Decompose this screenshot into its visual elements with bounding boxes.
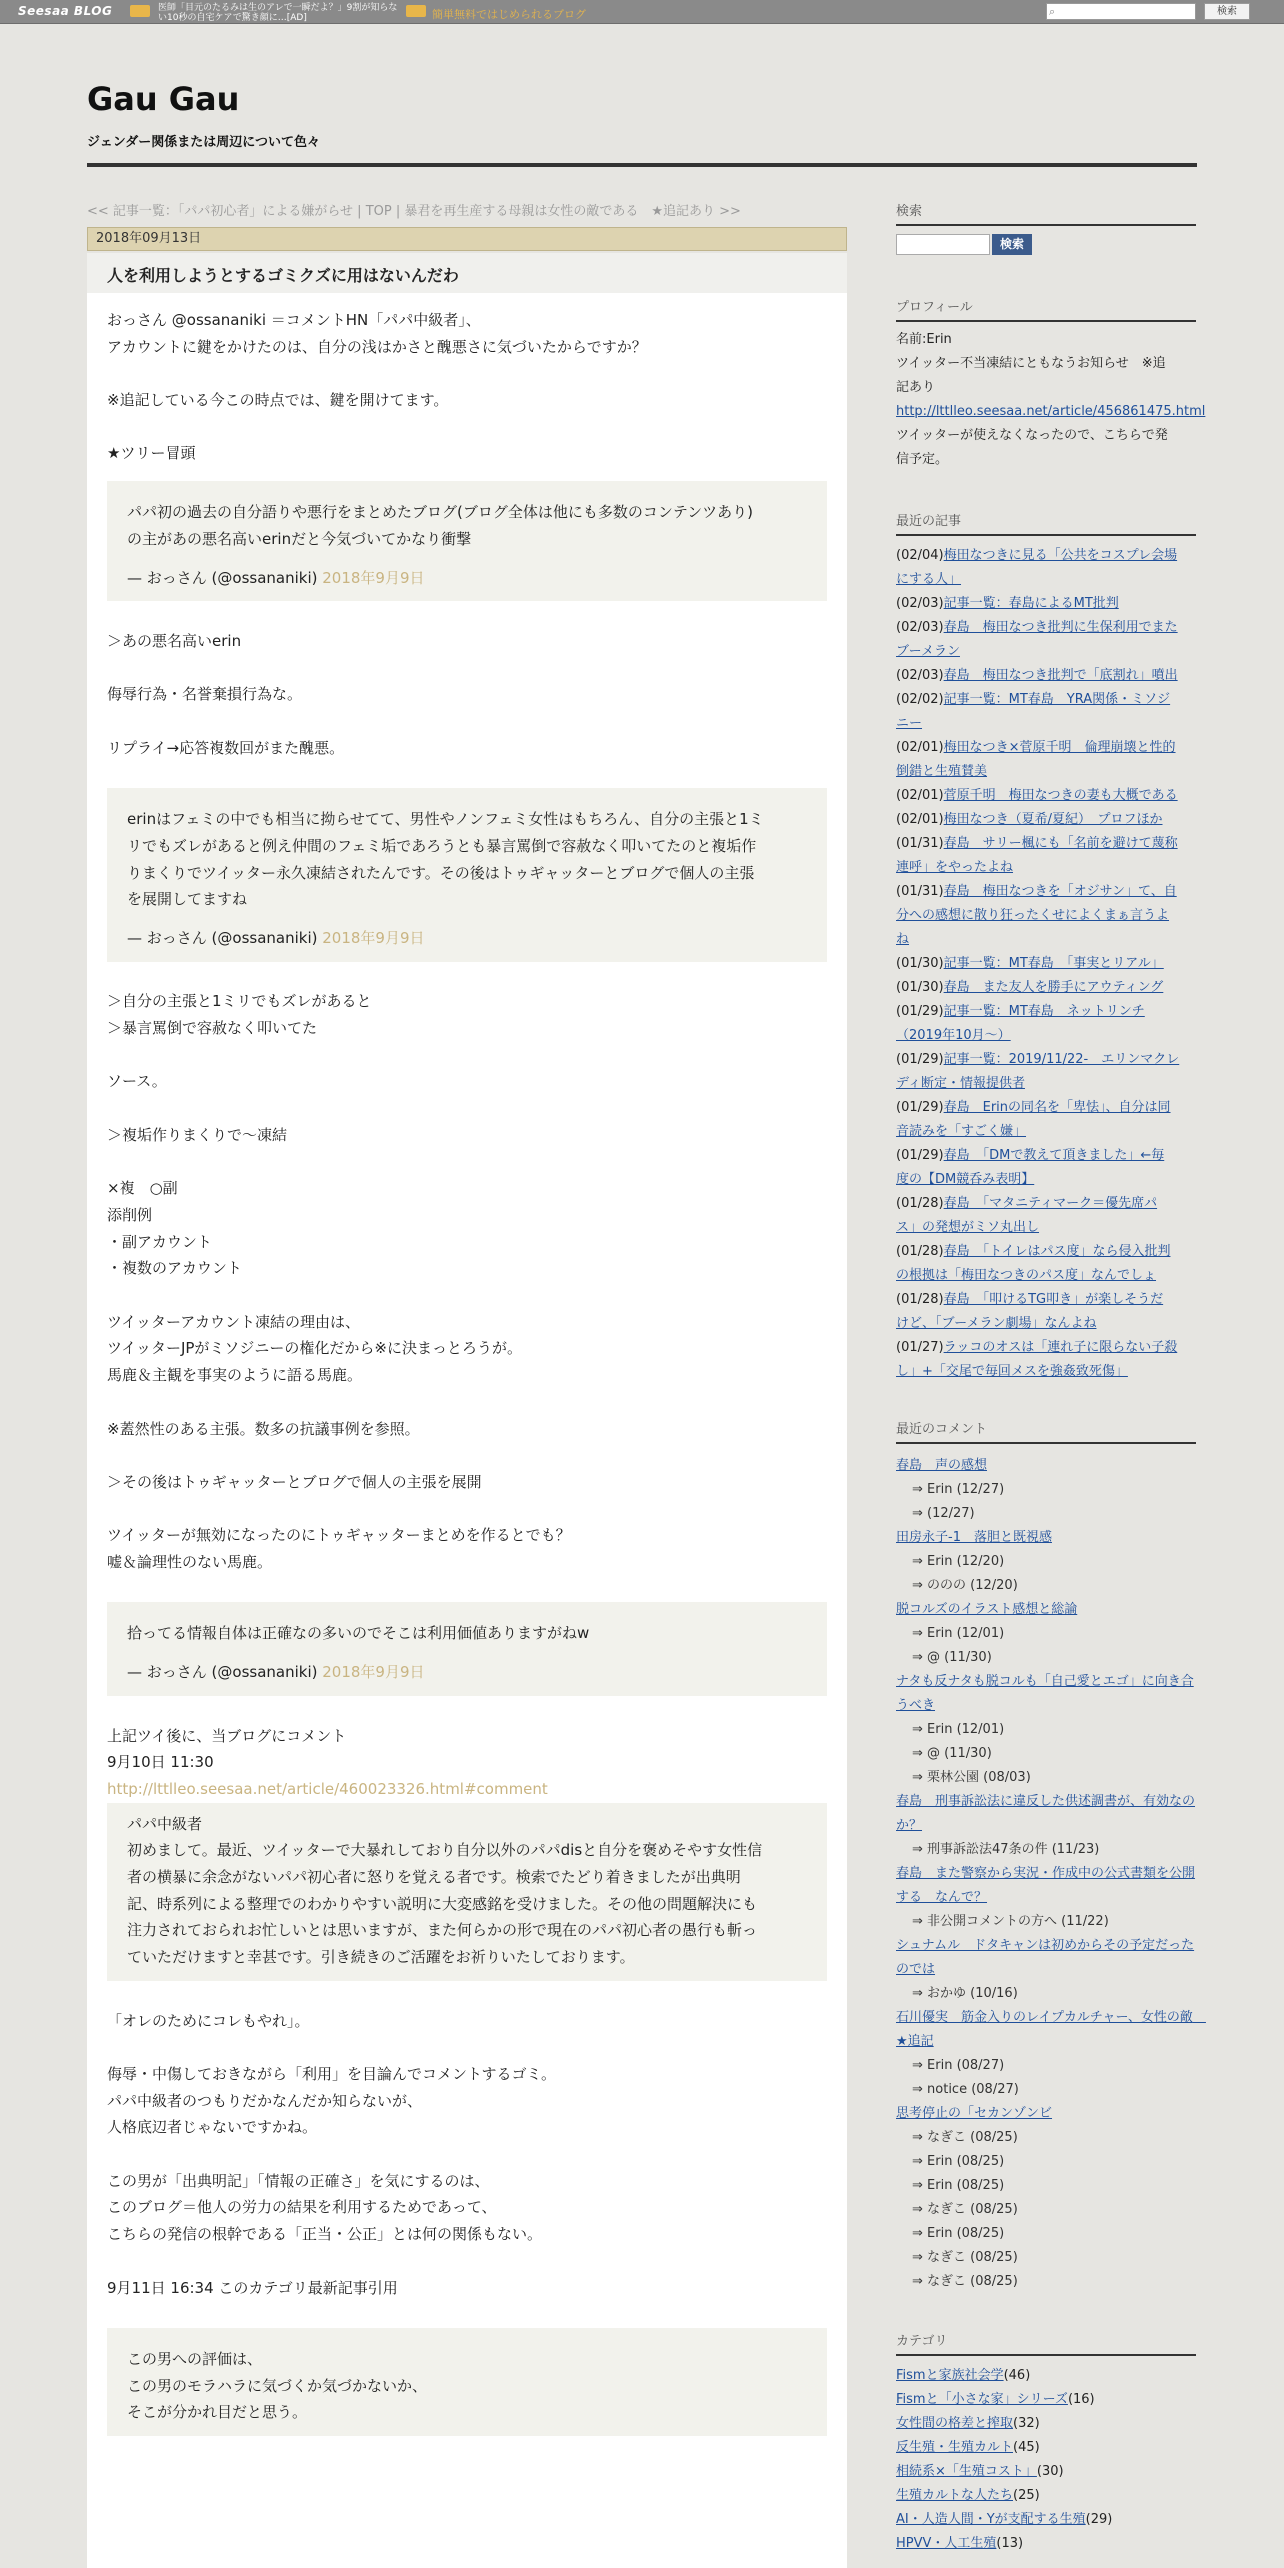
paragraph: ツイッターJPがミソジニーの権化だから※に決まっとろうが。 [107,1339,522,1358]
sidebar-search-input[interactable] [896,234,990,255]
comment-article-link[interactable]: 春島 声の感想 [896,1458,988,1473]
recent-article-item[interactable] [896,1144,1196,1192]
profile-text: 記あり [896,380,936,395]
recent-article-item[interactable] [896,544,1196,592]
recent-article-link[interactable]: 音読みを「すごく嫌」 [896,1124,1027,1139]
profile-block [896,328,1206,472]
tweet-quote [107,481,827,601]
comment-reply[interactable]: ⇒ @ (11/30) [912,1746,992,1761]
quote-line: 注力されておられお忙しいとは思いますが、また何らかの形で現在のパパ初心者の愚行も斬っ [127,1921,758,1940]
category-item [896,2412,1196,2436]
recent-article-link[interactable]: ス」の発想がミソ丸出し [896,1220,1040,1235]
profile-name: 名前:Erin [896,332,952,347]
category-count: (46) [1003,2368,1031,2383]
recent-article-date: (02/03) [896,620,944,635]
recent-article-item[interactable] [896,592,1196,616]
comment-quote [107,1803,827,1981]
quote-date-link[interactable]: 2018年9月9日 [322,1663,425,1682]
category-link[interactable]: Fismと家族社会学 [896,2368,1004,2383]
category-count: (30) [1036,2464,1064,2479]
paragraph: ＞その後はトゥギャッターとブログで個人の主張を展開 [107,1472,482,1491]
paragraph: ツイッターアカウント凍結の理由は、 [107,1312,361,1331]
profile-heading: プロフィール [896,296,1196,322]
comment-reply[interactable]: ⇒ ののの (12/20) [912,1578,1018,1593]
paragraph: 嘘＆論理性のない馬鹿。 [107,1553,273,1572]
quote-date-link[interactable]: 2018年9月9日 [322,568,425,587]
recent-article-link[interactable]: ね [896,932,910,947]
comment-article-link[interactable]: ナタも反ナタも脱コルも「自己愛とエゴ」に向き合うべき [896,1674,1194,1713]
paragraph: パパ中級者のつもりだかなんだか知らないが、 [107,2091,423,2110]
quote-date-link[interactable]: 2018年9月9日 [322,928,425,947]
recent-article-link[interactable]: 記事一覧：2019/11/22- エリンマクレ [943,1052,1180,1067]
ad-link-2[interactable]: 簡単無料ではじめられるブログ [432,8,586,21]
paragraph: リプライ→応答複数回がまた醜悪。 [107,738,345,757]
recent-article-link[interactable]: の根拠は「梅田なつきのパス度」なんでしょ [896,1268,1157,1283]
comment-reply[interactable]: ⇒ 栗林公園 (08/03) [912,1770,1031,1785]
category-link[interactable]: AI・人造人間・Yが支配する生殖 [896,2512,1086,2527]
paragraph: 「オレのためにコレもやれ」。 [107,2011,310,2030]
recent-article-link[interactable]: 梅田なつきに見る「公共をコスプレ会場 [943,548,1178,563]
recent-article-date: (01/29) [896,1004,944,1019]
recent-article-date: (01/28) [896,1196,944,1211]
recent-article-date: (01/30) [896,956,944,971]
comment-article-link[interactable]: 春島 また警察から実況・作成中の公式書類を公開する なんで？ [896,1866,1196,1905]
paragraph: ※蓋然性のある主張。数多の抗議事例を参照。 [107,1419,420,1438]
ad-badge-icon [406,5,426,17]
recent-article-date: (01/31) [896,836,944,851]
top-bar [0,0,1284,24]
quote-line: 初めまして。最近、ツイッターで大暴れしており自分以外のパパdisと自分を褒めそやす女性信 [127,1841,763,1860]
recent-articles-list [896,544,1196,1384]
paragraph: 侮辱・中傷しておきながら「利用」を目論んでコメントするゴミ。 [107,2064,556,2083]
comment-reply[interactable]: ⇒ 非公開コメントの方へ (11/22) [912,1914,1109,1929]
quote-line: パパ中級者 [127,1814,203,1833]
post [87,253,847,2568]
category-item [896,2364,1196,2388]
paragraph: ＞自分の主張と1ミリでもズレがあると [107,992,372,1011]
tweet-quote [107,1602,827,1695]
paragraph: ＞あの悪名高いerin [107,631,242,650]
category-link[interactable]: HPVV・人工生殖 [896,2536,997,2551]
category-count: (29) [1085,2512,1113,2527]
category-link[interactable]: 女性間の格差と搾取 [896,2416,1014,2431]
comment-reply[interactable]: ⇒ Erin (12/01) [912,1722,1005,1737]
category-count: (16) [1067,2392,1095,2407]
paragraph: 人格底辺者じゃないですかね。 [107,2118,318,2137]
comment-article-link[interactable]: 春島 刑事訴訟法に違反した供述調書が、有効なのか？ [896,1794,1196,1833]
paragraph: ソース。 [107,1072,167,1091]
category-link[interactable]: 生殖カルトな人たち [896,2488,1014,2503]
paragraph: 添削例 [107,1205,153,1224]
prev-article-link[interactable]: << 記事一覧：「パパ初心者」による嫌がらせ [87,204,354,219]
category-item [896,2388,1196,2412]
comment-reply[interactable]: ⇒ なぎこ (08/25) [912,2274,1018,2289]
ad-link-1[interactable]: 医師「目元のたるみは生のアレで一瞬だよ？」9割が知らない10秒の自宅ケアで驚き顔に…[AD] [158,3,398,23]
recent-article-link[interactable]: 春島 「叩けるTG叩き」が楽しそうだ [943,1292,1164,1307]
category-link[interactable]: 相続系×「生殖コスト」 [896,2464,1037,2479]
quote-block [107,2328,827,2436]
recent-article-link[interactable]: 記事一覧：MT春島 YRA関係・ミソジ [943,692,1171,707]
recent-article-link[interactable]: 春島 「マタニティマーク＝優先席パ [943,1196,1158,1211]
category-item [896,2484,1196,2508]
profile-text: ツイッターが使えなくなったので、こちらで発 [896,428,1168,443]
recent-article-link[interactable]: 春島 「DMで教えて頂きました」←毎 [943,1148,1165,1163]
comment-reply[interactable]: ⇒ 刑事訴訟法47条の件 (11/23) [912,1842,1100,1857]
recent-article-item[interactable] [896,736,1196,784]
recent-article-item[interactable] [896,1336,1196,1384]
paragraph: 9月11日 16:34 このカテゴリ最新記事引用 [107,2278,398,2297]
quote-line: パパ初の過去の自分語りや悪行をまとめたブログ(ブログ全体は他にも多数のコンテンツあり) [127,503,753,522]
quote-line: の主があの悪名高いerinだと今気づいてかなり衝撃 [127,529,472,548]
recent-article-link[interactable]: 菅原千明 梅田なつきの妻も大概である [943,788,1178,803]
quote-line: erinはフェミの中でも相当に拗らせてて、男性やノンフェミ女性はもちろん、自分の主張と1ミ [127,810,764,829]
comment-reply[interactable]: ⇒ なぎこ (08/25) [912,2250,1018,2265]
comment-reply[interactable]: ⇒ notice (08/27) [912,2082,1019,2097]
comment-link[interactable]: http://lttlleo.seesaa.net/article/460023326.html#comment [107,1779,548,1798]
quote-author-name: — おっさん (@ossananiki) [127,568,318,587]
post-body [87,293,847,2436]
recent-article-item[interactable] [896,1240,1196,1288]
pager: << 記事一覧：「パパ初心者」による嫌がらせ | TOP | 暴君を再生産する母親は女性の敵である ★追記あり >> [87,204,741,219]
comment-reply[interactable]: ⇒ Erin (12/01) [912,1626,1005,1641]
top-search-button[interactable]: 検索 [1204,3,1250,20]
recent-article-item[interactable] [896,1192,1196,1240]
recent-article-link[interactable]: ニー [896,716,923,731]
recent-article-link[interactable]: 春島 Erinの同名を「卑怯」、自分は同 [943,1100,1171,1115]
recent-article-date: (01/29) [896,1052,944,1067]
recent-article-link[interactable]: 春島 サリー楓にも「名前を避けて蔑称 [943,836,1178,851]
recent-article-link[interactable]: にする人」 [896,572,962,587]
paragraph: こちらの発信の根幹である「正当・公正」とは何の関係もない。 [107,2225,543,2244]
recent-article-item[interactable] [896,664,1196,688]
quote-line: を展開してますね [127,890,248,909]
recent-article-link[interactable]: 春島 梅田なつき批判に生保利用でまた [943,620,1178,635]
recent-comments-heading: 最近のコメント [896,1418,1196,1444]
recent-article-link[interactable]: 連呼」をやったよね [896,860,1014,875]
ad-badge-icon [130,5,150,17]
blog-subtitle: ジェンダー関係または周辺について色々 [87,135,320,150]
quote-author [127,1659,807,1686]
recent-article-item[interactable] [896,1096,1196,1144]
paragraph: ・複数のアカウント [107,1259,242,1278]
recent-article-item[interactable] [896,784,1196,808]
comment-reply[interactable]: ⇒ なぎこ (08/25) [912,2130,1018,2145]
recent-article-date: (02/04) [896,548,944,563]
search-icon: ⌕ [1049,5,1056,18]
paragraph: ＞複垢作りまくりで～凍結 [107,1125,288,1144]
profile-text: 信予定。 [896,452,949,467]
recent-article-link[interactable]: ブーメラン [896,644,960,659]
paragraph: 侮辱行為・名誉棄損行為な。 [107,685,303,704]
recent-article-item[interactable] [896,1288,1196,1336]
category-item [896,2532,1196,2556]
category-link[interactable]: Fismと「小さな家」シリーズ [896,2392,1068,2407]
comment-article-link[interactable]: 田房永子-1 落胆と既視感 [896,1530,1052,1545]
recent-article-link[interactable]: し」+「交尾で毎回メスを強姦致死傷」 [896,1364,1128,1379]
recent-article-date: (01/27) [896,1340,944,1355]
recent-article-item[interactable] [896,832,1196,880]
comment-reply[interactable]: ⇒ おかゆ (10/16) [912,1986,1018,2001]
recent-articles-heading: 最近の記事 [896,510,1196,536]
recent-article-item[interactable] [896,976,1196,1000]
category-list [896,2364,1196,2556]
recent-article-date: (02/01) [896,788,944,803]
comment-reply[interactable]: ⇒ @ (11/30) [912,1650,992,1665]
recent-article-date: (02/01) [896,812,944,827]
category-item [896,2460,1196,2484]
recent-article-date: (02/03) [896,668,944,683]
recent-article-link[interactable]: 倒錯と生殖賛美 [896,764,988,779]
recent-article-link[interactable]: ラッコのオスは「連れ子に限らない子殺 [943,1340,1178,1355]
comment-reply[interactable]: ⇒ Erin (12/20) [912,1554,1005,1569]
blog-title[interactable]: Gau Gau [87,80,240,118]
quote-author-name: — おっさん (@ossananiki) [127,1663,318,1682]
top-search-input[interactable] [1046,3,1196,20]
tweet-quote [107,788,827,962]
recent-article-item[interactable] [896,1048,1196,1096]
comment-reply[interactable]: ⇒ なぎこ (08/25) [912,2202,1018,2217]
recent-article-date: (01/30) [896,980,944,995]
recent-article-link[interactable]: 記事一覧：MT春島 ネットリンチ [943,1004,1145,1019]
recent-article-date: (01/29) [896,1100,944,1115]
paragraph: ・副アカウント [107,1232,212,1251]
profile-link[interactable]: http://lttlleo.seesaa.net/article/456861475.html [896,404,1206,419]
comment-reply[interactable]: ⇒ (12/27) [912,1506,975,1521]
quote-line: りまくりでツイッター永久凍結されたんです。その後はトゥギャッターとブログで個人の主張 [127,863,755,882]
category-heading: カテゴリ [896,2330,1196,2356]
recent-comments-list [896,1454,1206,2294]
paragraph: アカウントに鍵をかけたのは、自分の浅はかさと醜悪さに気づいたからですか？ [107,337,647,356]
quote-author-name: — おっさん (@ossananiki) [127,928,318,947]
quote-author [127,925,807,952]
recent-article-link[interactable]: 記事一覧：春島によるMT批判 [943,596,1119,611]
profile-text: ツイッター不当凍結にともなうお知らせ ※追 [896,356,1166,371]
recent-article-item[interactable] [896,880,1196,952]
paragraph: このブログ＝他人の労力の結果を利用するためであって、 [107,2198,497,2217]
paragraph: 馬鹿＆主観を事実のように語る馬鹿。 [107,1366,363,1385]
recent-article-link[interactable]: 分への感想に散り狂ったくせによくまぁ言うよ [896,908,1170,923]
quote-line: ていただけますと幸甚です。引き続きのご活躍をお祈りいたしております。 [127,1948,635,1967]
recent-article-link[interactable]: 春島 梅田なつきを「オジサン」て、自 [943,884,1177,899]
recent-article-link[interactable]: 記事一覧：MT春島 「事実とリアル」 [943,956,1164,971]
paragraph: この男が「出典明記」「情報の正確さ」を気にするのは、 [107,2171,490,2190]
comment-reply[interactable]: ⇒ Erin (12/27) [912,1482,1005,1497]
recent-article-date: (01/29) [896,1148,944,1163]
quote-line: そこが分かれ目だと思う。 [127,2403,308,2422]
recent-article-link[interactable]: 春島 また友人を勝手にアウティング [943,980,1164,995]
comment-article-link[interactable]: 脱コルズのイラスト感想と総論 [896,1602,1078,1617]
quote-line: 者の横暴に余念がないパパ初心者に怒りを覚える者です。検索でたどり着きましたが出典明 [127,1868,741,1887]
recent-article-date: (02/02) [896,692,944,707]
seesaa-logo[interactable]: Seesaa BLOG [18,4,113,18]
comment-reply[interactable]: ⇒ Erin (08/27) [912,2058,1005,2073]
comment-article-link[interactable]: シュナムル ドタキャンは初めからその予定だったのでは [896,1938,1195,1977]
recent-article-link[interactable]: けど、「ブーメラン劇場」なんよね [896,1316,1097,1331]
category-count: (32) [1013,2416,1040,2431]
comment-reply[interactable]: ⇒ Erin (08/25) [912,2226,1005,2241]
comment-article-link[interactable]: 石川優実 筋金入りのレイプカルチャー、女性の敵 ★追記 [896,2010,1206,2049]
paragraph: おっさん @ossananiki ＝コメントHN「パパ中級者」、 [107,311,481,329]
paragraph: ★ツリー冒頭 [107,444,196,463]
comment-article-link[interactable]: 思考停止の「セカンゾンビ [896,2106,1053,2121]
recent-article-date: (02/01) [896,740,944,755]
top-link[interactable]: TOP [365,204,392,219]
paragraph: 上記ツイ後に、当ブログにコメント [107,1726,347,1745]
recent-article-link[interactable]: 春島 「トイレはパス度」なら侵入批判 [943,1244,1171,1259]
recent-article-item[interactable] [896,688,1196,736]
recent-article-link[interactable]: 春島 梅田なつき批判で「底割れ」噴出 [943,668,1178,683]
post-date: 2018年09月13日 [87,227,847,251]
category-count: (25) [1013,2488,1040,2503]
category-item [896,2436,1196,2460]
next-article-link[interactable]: 暴君を再生産する母親は女性の敵である ★追記あり >> [404,204,741,219]
paragraph: 9月10日 11:30 [107,1753,214,1772]
recent-article-item[interactable] [896,616,1196,664]
paragraph: ※追記している今この時点では、鍵を開けてます。 [107,391,449,410]
search-heading: 検索 [896,200,1196,226]
quote-line: この男への評価は、 [127,2349,263,2368]
quote-author [127,565,807,592]
recent-article-link[interactable]: ディ断定・情報提供者 [896,1076,1025,1091]
recent-article-link[interactable]: 度の【DM競呑み表明】 [896,1172,1035,1187]
recent-article-date: (02/03) [896,596,944,611]
paragraph: ツイッターが無効になったのにトゥギャッターまとめを作るとでも？ [107,1526,571,1545]
category-item [896,2508,1196,2532]
quote-line: リでもズレがあると例え仲間のフェミ垢であろうとも暴言罵倒で容赦なく叩いてたのと複垢作 [127,836,757,855]
recent-article-date: (01/31) [896,884,944,899]
paragraph: ＞暴言罵倒で容赦なく叩いてた [107,1019,318,1038]
recent-article-date: (01/28) [896,1244,944,1259]
comment-reply[interactable]: ⇒ Erin (08/25) [912,2154,1005,2169]
category-count: (13) [996,2536,1024,2551]
quote-line: 拾ってる情報自体は正確なの多いのでそこは利用価値ありますがねw [127,1624,590,1643]
recent-article-link[interactable]: 梅田なつき×菅原千明 倫理崩壊と性的 [943,740,1176,755]
category-count: (45) [1013,2440,1040,2455]
header-divider [87,163,1197,167]
post-title[interactable]: 人を利用しようとするゴミクズに用はないんだわ [87,253,847,293]
recent-article-date: (01/28) [896,1292,944,1307]
recent-article-item[interactable] [896,952,1196,976]
paragraph: ×複 ○副 [107,1179,178,1198]
quote-line: 記、時系列による整理でのわかりやすい説明に大変感銘を受けました。その他の問題解決にも [127,1894,758,1913]
recent-article-item[interactable] [896,1000,1196,1048]
recent-article-link[interactable]: 梅田なつき（夏希/夏紀） プロフほか [943,812,1163,827]
category-link[interactable]: 反生殖・生殖カルト [896,2440,1014,2455]
quote-line: この男のモラハラに気づくか気づかないか、 [127,2376,428,2395]
sidebar-search-button[interactable]: 検索 [992,234,1032,255]
recent-article-item[interactable] [896,808,1196,832]
comment-reply[interactable]: ⇒ Erin (08/25) [912,2178,1005,2193]
recent-article-link[interactable]: （2019年10月～） [896,1028,1011,1043]
